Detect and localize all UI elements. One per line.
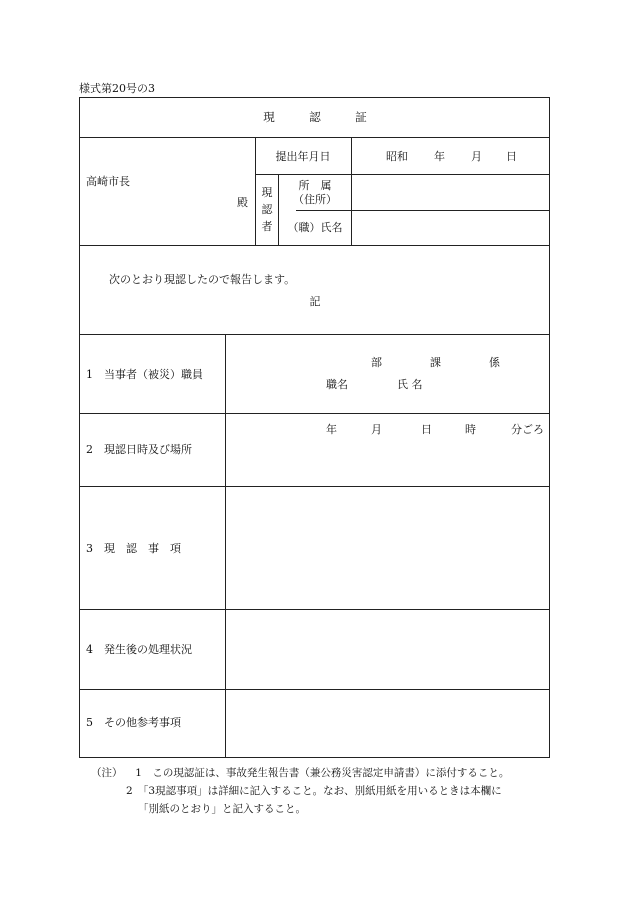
report-form-table (79, 97, 550, 758)
row1-divider (80, 413, 549, 414)
other-notes-field[interactable] (228, 692, 546, 755)
year-label: 年 (434, 150, 445, 163)
affiliation-label: 所 属 (298, 179, 332, 192)
name-label: （職）氏名 (287, 221, 343, 234)
datetime-place-field[interactable] (228, 416, 546, 484)
affiliation-divider (296, 210, 549, 211)
row2-hour: 時 (465, 423, 476, 436)
row-label-other-notes: 5 その他参考事項 (86, 716, 181, 729)
notes-prefix: （注） (91, 767, 123, 779)
row-label-confirmed-matters: 3 現 認 事 項 (86, 542, 181, 555)
note-1: 1 この現認証は、事故発生報告書（兼公務災害認定申請書）に添付すること。 (135, 767, 510, 779)
confirmed-matters-field[interactable] (228, 489, 546, 607)
era-label: 昭和 (386, 150, 408, 163)
confirmer-label (259, 184, 275, 235)
row3-divider (80, 609, 549, 610)
confirmer-label-char: 現 (261, 186, 273, 199)
label-col-divider (225, 334, 226, 757)
dept-label: 部 (371, 356, 382, 369)
intro-bottom-divider (80, 334, 549, 335)
affiliation-field[interactable] (354, 177, 546, 208)
position-label: 職名 (326, 378, 348, 391)
month-label: 月 (471, 150, 482, 163)
note-2-continued-line (91, 800, 509, 818)
party-field[interactable] (228, 337, 546, 411)
address-label: （住所） (293, 193, 337, 206)
notes-section (91, 764, 509, 818)
confirmer-col-divider (278, 174, 279, 245)
section-label: 課 (430, 356, 441, 369)
submission-date-label: 提出年月日 (275, 150, 331, 163)
value-col-divider (351, 137, 352, 245)
form-title: 現 認 証 (263, 110, 367, 124)
confirmer-label-char: 認 (261, 203, 273, 216)
row2-year: 年 (326, 423, 337, 436)
title-divider (80, 137, 549, 138)
date-divider (255, 174, 549, 175)
post-handling-field[interactable] (228, 612, 546, 687)
note-2: 2 「3現認事項」は詳細に記入すること。なお、別紙用紙を用いるときは本欄に (126, 785, 502, 797)
intro-statement: 次のとおり現認したので報告します。 (109, 273, 296, 286)
note-2-continued: 「別紙のとおり」と記入すること。 (138, 803, 306, 815)
row-label-datetime-place: 2 現認日時及び場所 (86, 443, 192, 456)
note-2-line (91, 782, 509, 800)
row-label-post-handling: 4 発生後の処理状況 (86, 643, 192, 656)
name-field[interactable] (354, 213, 546, 243)
unit-label: 係 (489, 356, 500, 369)
header-col-divider (255, 137, 256, 245)
ki-label: 記 (309, 295, 321, 308)
row2-day: 日 (421, 423, 432, 436)
row4-divider (80, 689, 549, 690)
row2-minute: 分ごろ (511, 423, 544, 436)
form-code: 様式第20号の3 (79, 82, 155, 95)
row2-divider (80, 486, 549, 487)
row2-month: 月 (371, 423, 382, 436)
row-label-party: 1 当事者（被災）職員 (86, 368, 203, 381)
person-name-label: 氏 名 (397, 378, 423, 391)
confirmer-label-char: 者 (261, 220, 273, 233)
header-bottom-divider (80, 245, 549, 246)
addressee: 高崎市長 (86, 175, 130, 188)
day-label: 日 (506, 150, 517, 163)
honorific: 殿 (237, 196, 248, 209)
submission-date-field[interactable] (354, 140, 546, 172)
note-1-line (91, 764, 509, 782)
